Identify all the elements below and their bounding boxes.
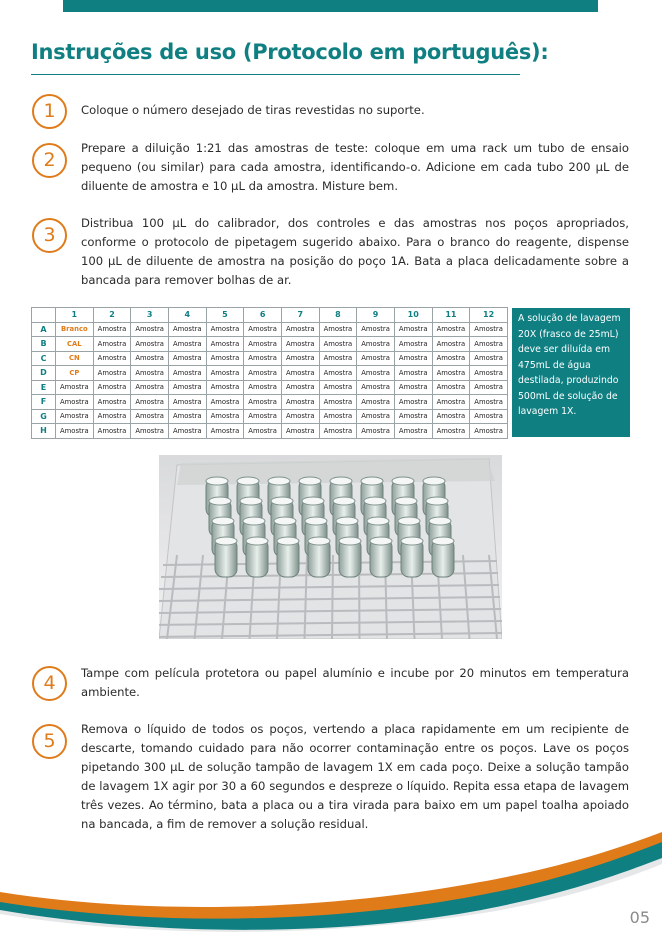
column-header: 8 [319, 308, 357, 323]
table-cell: Amostra [93, 337, 131, 352]
table-cell: Amostra [281, 380, 319, 395]
table-cell: Amostra [470, 337, 508, 352]
table-cell: Amostra [281, 409, 319, 424]
row-header: E [32, 380, 56, 395]
table-cell: Amostra [319, 366, 357, 381]
table-cell: Amostra [93, 395, 131, 410]
table-cell: Amostra [470, 409, 508, 424]
table-cell: CP [56, 366, 94, 381]
table-cell: Amostra [394, 424, 432, 439]
table-cell: Amostra [394, 337, 432, 352]
table-cell: Amostra [319, 409, 357, 424]
step-5-text: Remova o líquido de todos os poços, vertendo a placa rapidamente em um recipiente de descarte, tomando cuidado para não ocorrer contaminação entre os poços. Lave os poços pipetando 300 µL de solução tampão de lavagem 1X em cada poço. Deixe a solução tampão de lavagem 1X agir por 30 a 60 segundos e despreze o líquido. Repita essa etapa de lavagem três vezes. Ao término, bata a placa ou a tira virada para baixo em um papel toalha apoiado na bancada, a fim de remover a solução residual. [81, 722, 629, 831]
table-cell: Amostra [244, 395, 282, 410]
table-cell: Amostra [244, 409, 282, 424]
column-header: 2 [93, 308, 131, 323]
table-cell: Amostra [93, 366, 131, 381]
step-5-number: 5 [32, 724, 67, 759]
table-cell: Amostra [131, 424, 169, 439]
table-cell: Amostra [244, 380, 282, 395]
row-header: C [32, 351, 56, 366]
table-cell: Amostra [319, 395, 357, 410]
table-cell: Amostra [206, 395, 244, 410]
step-1-text: Coloque o número desejado de tiras revestidas no suporte. [81, 103, 425, 117]
table-cell: Branco [56, 322, 94, 337]
table-cell: Amostra [432, 424, 470, 439]
row-header: G [32, 409, 56, 424]
column-header: 9 [357, 308, 395, 323]
plate-well [432, 537, 454, 577]
plate-well [277, 537, 299, 577]
table-cell: Amostra [470, 351, 508, 366]
table-cell: Amostra [394, 395, 432, 410]
page-title: Instruções de uso (Protocolo em português): [31, 40, 549, 64]
table-cell: Amostra [131, 395, 169, 410]
row-header: B [32, 337, 56, 352]
table-corner-cell [32, 308, 56, 323]
table-cell: Amostra [206, 409, 244, 424]
table-cell: Amostra [244, 337, 282, 352]
table-cell: Amostra [244, 366, 282, 381]
table-cell: Amostra [131, 409, 169, 424]
page-number: 05 [629, 908, 650, 927]
table-cell: Amostra [168, 366, 206, 381]
table-cell: Amostra [394, 380, 432, 395]
table-cell: Amostra [281, 366, 319, 381]
table-cell: Amostra [470, 395, 508, 410]
table-cell: Amostra [281, 395, 319, 410]
column-header: 10 [394, 308, 432, 323]
table-cell: Amostra [432, 409, 470, 424]
table-cell: Amostra [319, 424, 357, 439]
column-header: 5 [206, 308, 244, 323]
table-cell: Amostra [281, 322, 319, 337]
table-cell: Amostra [56, 380, 94, 395]
table-cell: Amostra [168, 351, 206, 366]
column-header: 12 [470, 308, 508, 323]
table-cell: Amostra [319, 322, 357, 337]
table-cell: Amostra [470, 366, 508, 381]
table-cell: Amostra [357, 337, 395, 352]
table-row [32, 337, 508, 352]
table-cell: Amostra [319, 351, 357, 366]
table-row [32, 424, 508, 439]
step-4-number: 4 [32, 666, 67, 701]
table-header-row [32, 308, 508, 323]
column-header: 7 [281, 308, 319, 323]
row-header: A [32, 322, 56, 337]
table-cell: Amostra [357, 351, 395, 366]
table-cell: Amostra [168, 424, 206, 439]
table-body [32, 322, 508, 438]
table-row [32, 366, 508, 381]
table-cell: Amostra [131, 380, 169, 395]
table-cell: Amostra [56, 424, 94, 439]
table-row [32, 322, 508, 337]
table-cell: Amostra [168, 337, 206, 352]
table-cell: Amostra [432, 395, 470, 410]
table-cell: Amostra [357, 322, 395, 337]
table-cell: Amostra [168, 409, 206, 424]
table-cell: Amostra [357, 380, 395, 395]
table-cell: Amostra [131, 322, 169, 337]
wash-solution-note: A solução de lavagem 20X (frasco de 25mL) deve ser diluída em 475mL de água destilada, produzindo 500mL de solução de lavagem 1X. [512, 308, 630, 437]
step-2-number: 2 [32, 143, 67, 178]
table-cell: Amostra [281, 337, 319, 352]
table-cell: Amostra [357, 395, 395, 410]
microplate-photo [159, 455, 502, 639]
row-header: D [32, 366, 56, 381]
row-header: F [32, 395, 56, 410]
table-cell: Amostra [56, 395, 94, 410]
table-cell: Amostra [319, 337, 357, 352]
table-cell: Amostra [357, 424, 395, 439]
table-cell: Amostra [319, 380, 357, 395]
table-cell: Amostra [168, 380, 206, 395]
table-cell: Amostra [357, 366, 395, 381]
table-cell: Amostra [470, 380, 508, 395]
table-cell: Amostra [281, 424, 319, 439]
table-cell: Amostra [244, 424, 282, 439]
column-header: 4 [168, 308, 206, 323]
pipetting-plate-table [31, 307, 508, 439]
table-cell: Amostra [432, 351, 470, 366]
table-cell: Amostra [93, 351, 131, 366]
table-cell: Amostra [432, 380, 470, 395]
table-cell: Amostra [281, 351, 319, 366]
table-cell: Amostra [93, 424, 131, 439]
table-cell: CAL [56, 337, 94, 352]
table-cell: Amostra [168, 395, 206, 410]
table-cell: Amostra [93, 322, 131, 337]
table-cell: Amostra [432, 322, 470, 337]
plate-grid-line [332, 555, 333, 639]
plate-well [246, 537, 268, 577]
step-2-text: Prepare a diluição 1:21 das amostras de teste: coloque em uma rack um tubo de ensaio pequeno (ou similar) para cada amostra, identificando-o. Adicione em cada tubo 200 µL de diluente de amostra e 10 µL da amostra. Misture bem. [81, 141, 629, 193]
table-cell: Amostra [131, 366, 169, 381]
title-underline [31, 74, 520, 75]
table-cell: Amostra [206, 380, 244, 395]
table-row [32, 395, 508, 410]
table-cell: Amostra [206, 351, 244, 366]
table-cell: Amostra [244, 351, 282, 366]
plate-well [401, 537, 423, 577]
plate-well [215, 537, 237, 577]
table-cell: Amostra [470, 424, 508, 439]
table-cell: Amostra [432, 366, 470, 381]
table-cell: Amostra [394, 366, 432, 381]
table-cell: Amostra [470, 322, 508, 337]
table-row [32, 380, 508, 395]
table-cell: Amostra [131, 337, 169, 352]
column-header: 6 [244, 308, 282, 323]
plate-well [339, 537, 361, 577]
table-cell: CN [56, 351, 94, 366]
column-header: 11 [432, 308, 470, 323]
table-cell: Amostra [244, 322, 282, 337]
table-cell: Amostra [206, 322, 244, 337]
table-row [32, 351, 508, 366]
plate-well [370, 537, 392, 577]
step-4-text: Tampe com película protetora ou papel alumínio e incube por 20 minutos em temperatura ambiente. [81, 666, 629, 699]
table-cell: Amostra [206, 337, 244, 352]
table-cell: Amostra [93, 380, 131, 395]
table-cell: Amostra [394, 322, 432, 337]
table-cell: Amostra [394, 351, 432, 366]
table-cell: Amostra [56, 409, 94, 424]
table-cell: Amostra [357, 409, 395, 424]
table-cell: Amostra [131, 351, 169, 366]
table-cell: Amostra [93, 409, 131, 424]
step-3-text: Distribua 100 µL do calibrador, dos controles e das amostras nos poços apropriados, conforme o protocolo de pipetagem sugerido abaixo. Para o branco do reagente, dispense 100 µL de diluente de amostra na posição do poço 1A. Bata a placa delicadamente sobre a bancada para remover bolhas de ar. [81, 216, 629, 287]
table-cell: Amostra [206, 424, 244, 439]
table-row [32, 409, 508, 424]
step-1-number: 1 [32, 94, 67, 129]
footer-wave-decoration [0, 830, 662, 936]
table-cell: Amostra [394, 409, 432, 424]
table-cell: Amostra [168, 322, 206, 337]
table-cell: Amostra [432, 337, 470, 352]
plate-well [308, 537, 330, 577]
top-accent-bar [63, 0, 598, 12]
step-3-number: 3 [32, 218, 67, 253]
table-cell: Amostra [206, 366, 244, 381]
row-header: H [32, 424, 56, 439]
column-header: 3 [131, 308, 169, 323]
column-header: 1 [56, 308, 94, 323]
